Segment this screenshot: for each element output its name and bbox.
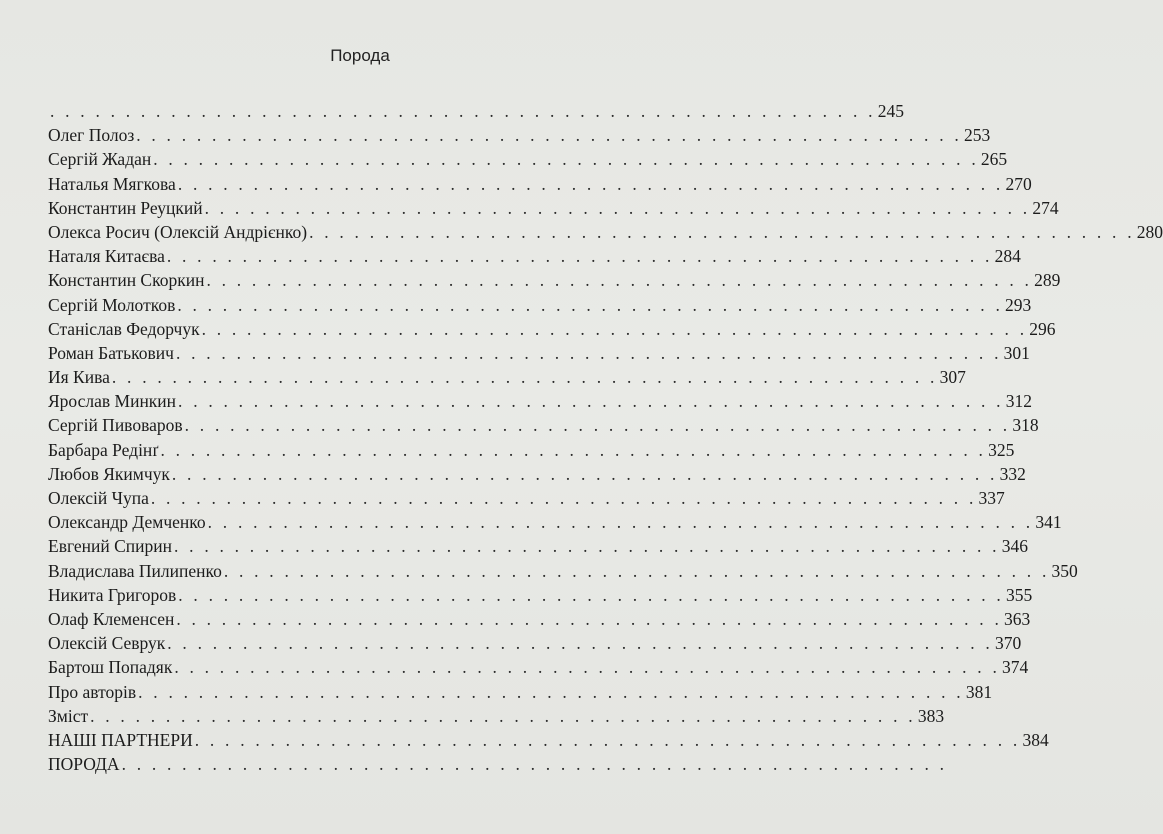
dot-leader: . . . . . . . . . . . . . . . . . . . . . . . . . . . . . . . . . . . . . . . . . . . . . . . . . . . . . . . — [174, 536, 1000, 557]
toc-entry — [48, 438, 1015, 462]
toc-entry — [48, 486, 1005, 510]
toc-entry — [48, 317, 1056, 341]
dot-leader: . . . . . . . . . . . . . . . . . . . . . . . . . . . . . . . . . . . . . . . . . . . . . . . . . . . . . . . — [50, 101, 876, 121]
dot-leader: . . . . . . . . . . . . . . . . . . . . . . . . . . . . . . . . . . . . . . . . . . . . . . . . . . . . . . . — [201, 318, 1028, 339]
toc-entry-title: Владислава Пилипенко — [48, 560, 222, 581]
dot-leader: . . . . . . . . . . . . . . . . . . . . . . . . . . . . . . . . . . . . . . . . . . . . . . . . . . . . . . . — [138, 681, 964, 702]
dot-leader: . . . . . . . . . . . . . . . . . . . . . . . . . . . . . . . . . . . . . . . . . . . . . . . . . . . . . . . — [177, 294, 1004, 315]
toc-entry — [48, 752, 948, 776]
toc-entry-title: Зміст — [48, 705, 89, 726]
toc-entry-title: Олексій Севрук — [48, 633, 166, 654]
toc-entry-page-number: 383 — [917, 705, 945, 726]
toc-entry — [48, 244, 1021, 268]
dot-leader: . . . . . . . . . . . . . . . . . . . . . . . . . . . . . . . . . . . . . . . . . . . . . . . . . . . . . . . — [90, 705, 916, 726]
toc-entry-page-number: 301 — [1003, 342, 1030, 363]
dot-leader: . . . . . . . . . . . . . . . . . . . . . . . . . . . . . . . . . . . . . . . . . . . . . . . . . . . . . . . — [223, 560, 1050, 581]
toc-entry — [48, 268, 1061, 292]
toc-entry — [48, 123, 991, 147]
dot-leader: . . . . . . . . . . . . . . . . . . . . . . . . . . . . . . . . . . . . . . . . . . . . . . . . . . . . . . . — [178, 391, 1004, 412]
toc-entry-title: Ия Кива — [48, 367, 110, 388]
toc-entry-title: Роман Батькович — [48, 342, 174, 363]
toc-entry-page-number: 270 — [1005, 173, 1032, 194]
dot-leader: . . . . . . . . . . . . . . . . . . . . . . . . . . . . . . . . . . . . . . . . . . . . . . . . . . . . . . . — [206, 270, 1033, 291]
toc-entry — [48, 413, 1039, 437]
toc-entry-title: Константин Реуцкий — [48, 197, 203, 218]
toc-entry-page-number: 346 — [1001, 536, 1028, 557]
dot-leader: . . . . . . . . . . . . . . . . . . . . . . . . . . . . . . . . . . . . . . . . . . . . . . . . . . . . . . . — [204, 197, 1031, 218]
toc-entry — [48, 631, 1022, 655]
toc-entry — [48, 147, 1008, 171]
toc-entry-title: Любов Якимчук — [48, 463, 170, 484]
dot-leader: . . . . . . . . . . . . . . . . . . . . . . . . . . . . . . . . . . . . . . . . . . . . . . . . . . . . . . . — [178, 584, 1004, 605]
toc-entry-title: НАШІ ПАРТНЕРИ — [48, 729, 193, 750]
toc-entry — [48, 655, 1029, 679]
toc-entry — [48, 510, 1062, 534]
toc-entry — [48, 583, 1033, 607]
toc-entry-page-number: 265 — [980, 149, 1008, 170]
toc-entry — [48, 341, 1030, 365]
toc-entry-page-number: 350 — [1051, 560, 1078, 581]
toc-entry-page-number: 284 — [994, 246, 1021, 267]
toc-entry-title: Олег Полоз — [48, 125, 135, 146]
dot-leader: . . . . . . . . . . . . . . . . . . . . . . . . . . . . . . . . . . . . . . . . . . . . . . . . . . . . . . . — [136, 125, 962, 146]
toc-entry — [48, 559, 1078, 583]
dot-leader: . . . . . . . . . . . . . . . . . . . . . . . . . . . . . . . . . . . . . . . . . . . . . . . . . . . . . . . — [309, 221, 1135, 242]
toc-entry-page-number: 337 — [978, 488, 1005, 508]
toc-entry-title: Олаф Клеменсен — [48, 608, 175, 629]
toc-entry-title: Евгений Спирин — [48, 536, 173, 557]
toc-entry — [48, 680, 993, 704]
dot-leader: . . . . . . . . . . . . . . . . . . . . . . . . . . . . . . . . . . . . . . . . . . . . . . . . . . . . . . . — [160, 439, 987, 460]
toc-entry-title: Никита Григоров — [48, 584, 177, 605]
toc-entry — [48, 534, 1028, 558]
dot-leader: . . . . . . . . . . . . . . . . . . . . . . . . . . . . . . . . . . . . . . . . . . . . . . . . . . . . . . . — [153, 149, 979, 170]
dot-leader: . . . . . . . . . . . . . . . . . . . . . . . . . . . . . . . . . . . . . . . . . . . . . . . . . . . . . . . — [176, 608, 1003, 629]
toc-entry-page-number: 363 — [1004, 608, 1031, 629]
toc-entry-title: Сергій Молотков — [48, 294, 176, 315]
page-heading: Порода — [330, 46, 390, 65]
dot-leader: . . . . . . . . . . . . . . . . . . . . . . . . . . . . . . . . . . . . . . . . . . . . . . . . . . . . . . . — [166, 246, 993, 267]
toc-entry-title: Ярослав Минкин — [48, 391, 177, 412]
toc-entry-title: Про авторів — [48, 681, 137, 702]
toc-entry-title: Барбара Редінґ — [48, 439, 159, 460]
table-of-contents — [48, 99, 1163, 776]
toc-entry-page-number: 307 — [939, 367, 966, 388]
dot-leader: . . . . . . . . . . . . . . . . . . . . . . . . . . . . . . . . . . . . . . . . . . . . . . . . . . . . . . . — [175, 342, 1002, 363]
toc-entry-title: Олекса Росич (Олексій Андрієнко) — [48, 221, 308, 242]
toc-entry — [48, 293, 1032, 317]
dot-leader: . . . . . . . . . . . . . . . . . . . . . . . . . . . . . . . . . . . . . . . . . . . . . . . . . . . . . . . — [194, 729, 1021, 750]
dot-leader: . . . . . . . . . . . . . . . . . . . . . . . . . . . . . . . . . . . . . . . . . . . . . . . . . . . . . . . — [174, 657, 1001, 678]
dot-leader: . . . . . . . . . . . . . . . . . . . . . . . . . . . . . . . . . . . . . . . . . . . . . . . . . . . . . . . — [111, 367, 938, 388]
toc-entry-title: Сергій Жадан — [48, 149, 152, 170]
toc-entry-title: Олексій Чупа — [48, 488, 149, 508]
toc-entry-page-number: 296 — [1029, 318, 1056, 339]
toc-entry-page-number: 280 — [1136, 221, 1163, 242]
toc-entry-title: Константин Скоркин — [48, 270, 205, 291]
toc-entry — [48, 172, 1032, 196]
toc-entry-title: Наталя Китаєва — [48, 246, 165, 267]
toc-entry — [48, 365, 966, 389]
toc-entry-page-number: 289 — [1034, 270, 1061, 291]
toc-entry-page-number: 355 — [1005, 584, 1033, 605]
toc-entry — [48, 462, 1026, 486]
dot-leader: . . . . . . . . . . . . . . . . . . . . . . . . . . . . . . . . . . . . . . . . . . . . . . . . . . . . . . . — [177, 173, 1004, 194]
toc-entry-page-number: 374 — [1002, 657, 1029, 678]
dot-leader: . . . . . . . . . . . . . . . . . . . . . . . . . . . . . . . . . . . . . . . . . . . . . . . . . . . . . . . — [171, 463, 998, 484]
toc-entry-page-number: 384 — [1022, 729, 1049, 750]
toc-entry-page-number: 325 — [988, 439, 1015, 460]
toc-entry — [48, 728, 1049, 752]
toc-entry — [48, 99, 904, 123]
toc-entry — [48, 389, 1032, 413]
toc-entry-page-number: 253 — [963, 125, 991, 146]
toc-entry-title: Олександр Демченко — [48, 512, 206, 533]
toc-entry-page-number: 381 — [965, 681, 993, 702]
dot-leader: . . . . . . . . . . . . . . . . . . . . . . . . . . . . . . . . . . . . . . . . . . . . . . . . . . . . . . . — [150, 488, 977, 508]
toc-entry-page-number: 318 — [1012, 415, 1039, 436]
toc-entry-title: ПОРОДА — [48, 754, 120, 775]
toc-entry-page-number: 370 — [994, 633, 1022, 654]
toc-entry-page-number: 341 — [1035, 512, 1062, 533]
toc-entry-page-number: 274 — [1032, 197, 1059, 218]
toc-entry-title: Сергій Пивоваров — [48, 415, 183, 436]
dot-leader: . . . . . . . . . . . . . . . . . . . . . . . . . . . . . . . . . . . . . . . . . . . . . . . . . . . . . . . — [207, 512, 1034, 533]
toc-entry — [48, 704, 945, 728]
toc-entry-page-number: 332 — [999, 463, 1026, 484]
toc-entry — [48, 196, 1059, 220]
dot-leader: . . . . . . . . . . . . . . . . . . . . . . . . . . . . . . . . . . . . . . . . . . . . . . . . . . . . . . . — [184, 415, 1011, 436]
toc-entry-page-number: 293 — [1005, 294, 1032, 315]
toc-entry-title: Бартош Попадяк — [48, 657, 173, 678]
toc-entry — [48, 220, 1163, 244]
toc-entry-page-number: 245 — [877, 101, 904, 121]
dot-leader: . . . . . . . . . . . . . . . . . . . . . . . . . . . . . . . . . . . . . . . . . . . . . . . . . . . . . . . — [121, 754, 948, 775]
toc-entry-title: Наталья Мягкова — [48, 173, 176, 194]
toc-entry — [48, 607, 1031, 631]
toc-entry-page-number: 312 — [1005, 391, 1032, 412]
dot-leader: . . . . . . . . . . . . . . . . . . . . . . . . . . . . . . . . . . . . . . . . . . . . . . . . . . . . . . . — [167, 633, 993, 654]
toc-entry-title: Станіслав Федорчук — [48, 318, 200, 339]
